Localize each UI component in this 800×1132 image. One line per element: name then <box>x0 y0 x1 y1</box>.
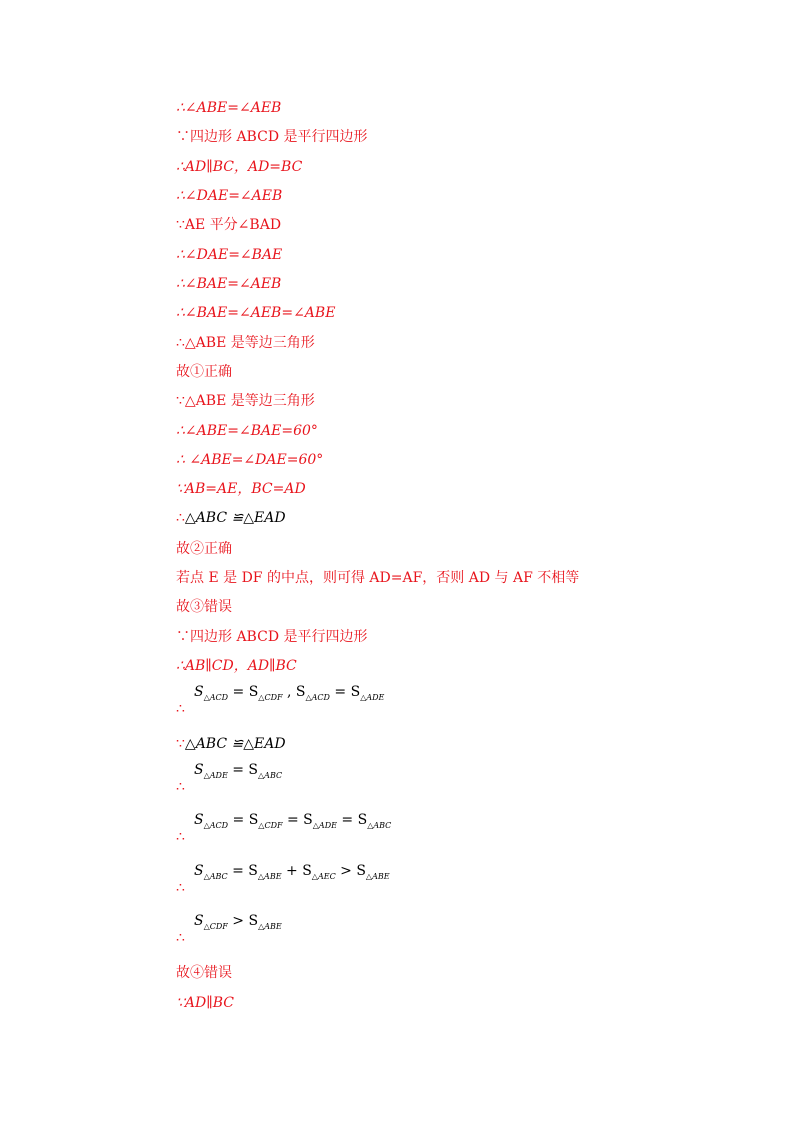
area-subscript: △CDF <box>258 693 283 702</box>
proof-line-14: 若点 E 是 DF 的中点，则可得 AD=AF，否则 AD 与 AF 不相等 <box>176 570 580 586</box>
congruence-line-2 <box>176 735 286 753</box>
area-op: = S <box>228 812 259 828</box>
proof-line-16: ∴AB∥CD，AD∥BC <box>176 658 297 674</box>
proof-line-10: ∵△ABE 是等边三角形 <box>176 393 315 409</box>
proof-line-13: ∵AB=AE，BC=AD <box>176 481 306 497</box>
area-op: > S <box>335 863 366 879</box>
proof-line-2: ∵四边形 ABCD 是平行四边形 <box>176 129 368 145</box>
area-subscript: △ADE <box>312 821 337 830</box>
proof-line-6: ∴∠DAE=∠BAE <box>176 247 283 263</box>
area-subscript: △ABC <box>367 821 392 830</box>
area-subscript: △ABC <box>258 771 283 780</box>
therefore-dots: ∴ <box>176 829 185 845</box>
therefore-dots: ∴ <box>176 779 185 795</box>
proof-line-17: ∵AD∥BC <box>176 995 234 1011</box>
area-subscript: △ADE <box>203 771 228 780</box>
area-equation-1 <box>176 678 596 718</box>
proof-line-9: ∴△ABE 是等边三角形 <box>176 335 315 351</box>
proof-line-15: ∵四边形 ABCD 是平行四边形 <box>176 629 368 645</box>
proof-line-1: ∴∠ABE=∠AEB <box>176 100 282 116</box>
conclusion-4: 故④错误 <box>176 965 232 981</box>
area-symbol: S <box>194 812 204 828</box>
area-equation-5 <box>176 907 596 947</box>
conclusion-1: 故①正确 <box>176 364 232 380</box>
area-symbol: S <box>194 863 204 879</box>
area-op: > S <box>227 913 259 929</box>
area-op: = S <box>228 684 259 700</box>
therefore-symbol: ∴ <box>176 510 185 526</box>
because-symbol: ∵ <box>176 736 185 752</box>
proof-line-3: ∴AD∥BC，AD=BC <box>176 159 303 175</box>
area-op: = S <box>336 812 368 828</box>
area-op: = S <box>227 863 258 879</box>
area-subscript: △CDF <box>258 821 283 830</box>
proof-line-11: ∴∠ABE=∠BAE=60° <box>176 423 318 439</box>
conclusion-3: 故③错误 <box>176 599 232 615</box>
area-subscript: △ACD <box>203 821 229 830</box>
therefore-dots: ∴ <box>176 701 185 717</box>
area-expression <box>194 762 282 780</box>
area-symbol: S <box>194 913 204 929</box>
proof-line-5: ∵AE 平分∠BAD <box>176 217 282 233</box>
area-subscript: △ADE <box>360 693 385 702</box>
area-symbol: S <box>194 684 204 700</box>
area-equation-3 <box>176 806 596 846</box>
congruence-text: △ABC ≌△EAD <box>184 736 286 752</box>
area-subscript: △ABE <box>258 922 282 931</box>
area-equation-2 <box>176 756 596 796</box>
area-expression <box>194 812 391 830</box>
proof-line-4: ∴∠DAE=∠AEB <box>176 188 283 204</box>
congruence-text: △ABC ≌△EAD <box>184 510 286 526</box>
conclusion-2: 故②正确 <box>176 541 232 557</box>
area-expression <box>194 913 282 931</box>
area-equation-4 <box>176 857 596 897</box>
area-op: = S <box>282 812 313 828</box>
area-op: + S <box>281 863 312 879</box>
area-subscript: △ABC <box>203 872 228 881</box>
proof-line-7: ∴∠BAE=∠AEB <box>176 276 282 292</box>
area-subscript: △AEC <box>311 872 336 881</box>
therefore-dots: ∴ <box>176 930 185 946</box>
proof-line-12: ∴ ∠ABE=∠DAE=60° <box>176 452 324 468</box>
area-op: = S <box>329 684 361 700</box>
area-subscript: △CDF <box>203 922 228 931</box>
area-subscript: △ABE <box>365 872 390 881</box>
area-subscript: △ACD <box>203 693 229 702</box>
area-subscript: △ACD <box>305 693 330 702</box>
congruence-line-1 <box>176 509 286 527</box>
area-op: , S <box>282 684 306 700</box>
area-symbol: S <box>194 762 204 778</box>
therefore-dots: ∴ <box>176 880 185 896</box>
area-expression <box>194 863 390 881</box>
area-op: = S <box>227 762 259 778</box>
proof-line-8: ∴∠BAE=∠AEB=∠ABE <box>176 305 336 321</box>
area-expression <box>194 684 384 702</box>
area-subscript: △ABE <box>257 872 282 881</box>
